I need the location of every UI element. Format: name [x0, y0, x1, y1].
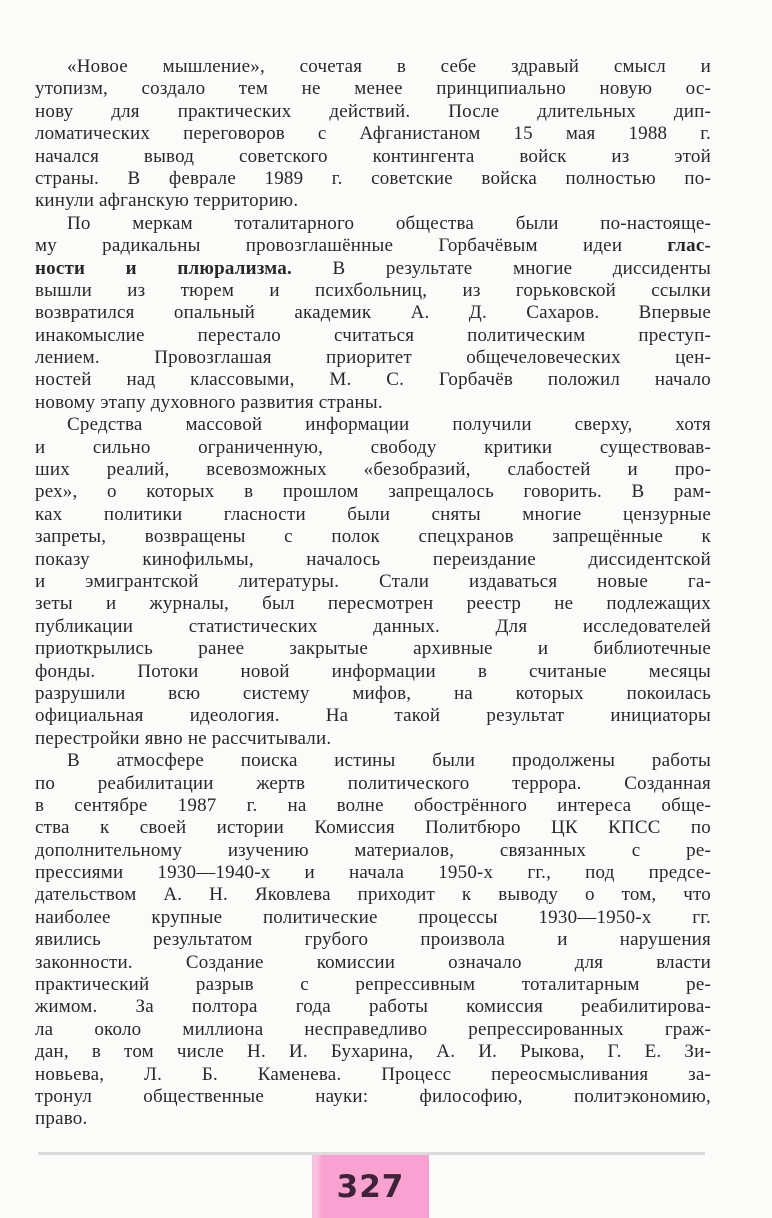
text-segment: дан, в том числе Н. И. Бухарина, А. И. Рыкова, Г. Е. Зи-	[35, 1041, 711, 1063]
text-segment: новьева, Л. Б. Каменева. Процесс переосмысливания за-	[35, 1063, 711, 1085]
text-segment: показу кинофильмы, началось переиздание диссидентской	[35, 548, 711, 570]
text-segment: нову для практических действий. После длительных дип-	[35, 100, 711, 122]
text-segment: по реабилитации жертв политического террора. Созданная	[35, 772, 711, 794]
text-segment: жимом. За полтора года работы комиссия реабилитирова-	[35, 996, 711, 1018]
text-line	[35, 504, 711, 526]
bold-text-segment: глас-	[667, 235, 711, 257]
text-segment: и сильно ограниченную, свободу критики существовав-	[35, 436, 711, 458]
text-line	[35, 78, 711, 100]
text-line	[35, 213, 711, 235]
text-line	[35, 661, 711, 683]
text-segment: фонды. Потоки новой информации в считаные месяцы	[35, 660, 711, 682]
text-line	[35, 795, 711, 817]
text-segment: му радикальны провозглашённые Горбачёвым идеи	[35, 235, 668, 257]
text-line	[35, 616, 711, 638]
text-line	[35, 817, 711, 839]
text-line	[35, 280, 711, 302]
text-line	[35, 638, 711, 660]
text-line	[35, 235, 711, 257]
text-segment: ла около миллиона несправедливо репрессированных граж-	[35, 1018, 711, 1040]
text-line	[35, 705, 711, 727]
text-line	[35, 1086, 711, 1108]
text-line	[35, 325, 711, 347]
text-line	[35, 347, 711, 369]
text-line	[35, 840, 711, 862]
text-segment: практический разрыв с репрессивным тоталитарным ре-	[35, 974, 711, 996]
text-segment: явились результатом грубого произвола и нарушения	[35, 929, 711, 951]
text-line	[35, 101, 711, 123]
text-segment: зеты и журналы, был пересмотрен реестр не подлежащих	[35, 593, 711, 615]
text-segment: утопизм, создало тем не менее принципиально новую ос-	[35, 78, 711, 100]
text-segment: лением. Провозглашая приоритет общечеловеческих цен-	[35, 347, 711, 369]
text-segment: В атмосфере поиска истины были продолжены работы	[67, 750, 711, 772]
page-text	[35, 56, 711, 1131]
text-segment: вышли из тюрем и психбольниц, из горьковской ссылки	[35, 279, 711, 301]
text-line	[35, 1108, 711, 1130]
text-segment: страны. В феврале 1989 г. советские войска полностью по-	[35, 167, 711, 189]
text-segment: публикации статистических данных. Для исследователей	[35, 615, 711, 637]
text-segment: прессиями 1930—1940-х и начала 1950-х гг., под предсе-	[35, 862, 711, 884]
text-line	[35, 907, 711, 929]
text-segment: ства к своей истории Комиссия Политбюро ЦК КПСС по	[35, 817, 711, 839]
text-line	[35, 750, 711, 772]
text-segment: официальная идеология. На такой результат инициаторы	[35, 705, 711, 727]
text-line	[35, 123, 711, 145]
text-segment: приоткрылись ранее закрытые архивные и библиотечные	[35, 638, 711, 660]
text-segment: По меркам тоталитарного общества были по-настояще-	[67, 212, 711, 234]
text-segment: разрушили всю систему мифов, на которых покоилась	[35, 682, 711, 704]
text-line	[35, 929, 711, 951]
text-line	[35, 1041, 711, 1063]
text-line	[35, 728, 711, 750]
text-segment: инакомыслие перестало считаться политическим преступ-	[35, 324, 711, 346]
text-segment: дательством А. Н. Яковлева приходит к выводу о том, что	[35, 884, 711, 906]
text-line	[35, 683, 711, 705]
text-segment: наиболее крупные политические процессы 1930—1950-х гг.	[35, 906, 711, 928]
text-line	[35, 56, 711, 78]
text-segment: перестройки явно не рассчитывали.	[35, 727, 332, 749]
text-segment: запреты, возвращены с полок спецхранов запрещённые к	[35, 526, 711, 548]
text-line	[35, 392, 711, 414]
text-segment: и эмигрантской литературы. Стали издаваться новые га-	[35, 570, 711, 592]
text-line	[35, 190, 711, 212]
text-line	[35, 146, 711, 168]
text-segment: ломатических переговоров с Афганистаном 15 мая 1988 г.	[35, 123, 711, 145]
text-segment: законности. Создание комиссии означало для власти	[35, 951, 711, 973]
text-segment: ках политики гласности были сняты многие цензурные	[35, 503, 711, 525]
text-segment: рех», о которых в прошлом запрещалось говорить. В рам-	[35, 481, 711, 503]
text-line	[35, 974, 711, 996]
text-line	[35, 996, 711, 1018]
text-segment: право.	[35, 1108, 88, 1130]
page-number-box	[312, 1155, 429, 1218]
text-line	[35, 1064, 711, 1086]
page-number: 327	[336, 1168, 405, 1205]
text-line	[35, 459, 711, 481]
text-line	[35, 773, 711, 795]
text-line	[35, 952, 711, 974]
text-segment: «Новое мышление», сочетая в себе здравый смысл и	[67, 56, 711, 77]
text-segment: в сентябре 1987 г. на волне обострённого интереса обще-	[35, 794, 711, 816]
bold-text-segment: ности и плюрализма.	[35, 257, 292, 279]
text-segment: ностей над классовыми, М. С. Горбачёв положил начало	[35, 369, 711, 391]
text-line	[35, 481, 711, 503]
text-line	[35, 369, 711, 391]
text-segment: ших реалий, всевозможных «безобразий, слабостей и про-	[35, 459, 711, 481]
text-line	[35, 168, 711, 190]
text-line	[35, 414, 711, 436]
text-segment: дополнительному изучению материалов, связанных с ре-	[35, 839, 711, 861]
text-line	[35, 593, 711, 615]
text-line	[35, 526, 711, 548]
text-line	[35, 571, 711, 593]
paragraph	[35, 56, 711, 213]
text-line	[35, 302, 711, 324]
text-segment: тронул общественные науки: философию, политэкономию,	[35, 1085, 711, 1107]
text-line	[35, 437, 711, 459]
text-line	[35, 884, 711, 906]
text-segment: кинули афганскую территорию.	[35, 190, 299, 212]
text-segment: начался вывод советского контингента войск из этой	[35, 145, 711, 167]
text-line	[35, 862, 711, 884]
text-line	[35, 1019, 711, 1041]
text-line	[35, 549, 711, 571]
paragraph	[35, 213, 711, 415]
paragraph	[35, 750, 711, 1131]
text-line	[35, 258, 711, 280]
text-segment: Средства массовой информации получили сверху, хотя	[67, 414, 711, 436]
text-segment: В результате многие диссиденты	[291, 257, 711, 279]
text-segment: новому этапу духовного развития страны.	[35, 391, 383, 413]
text-segment: возвратился опальный академик А. Д. Сахаров. Впервые	[35, 302, 711, 324]
paragraph	[35, 414, 711, 750]
